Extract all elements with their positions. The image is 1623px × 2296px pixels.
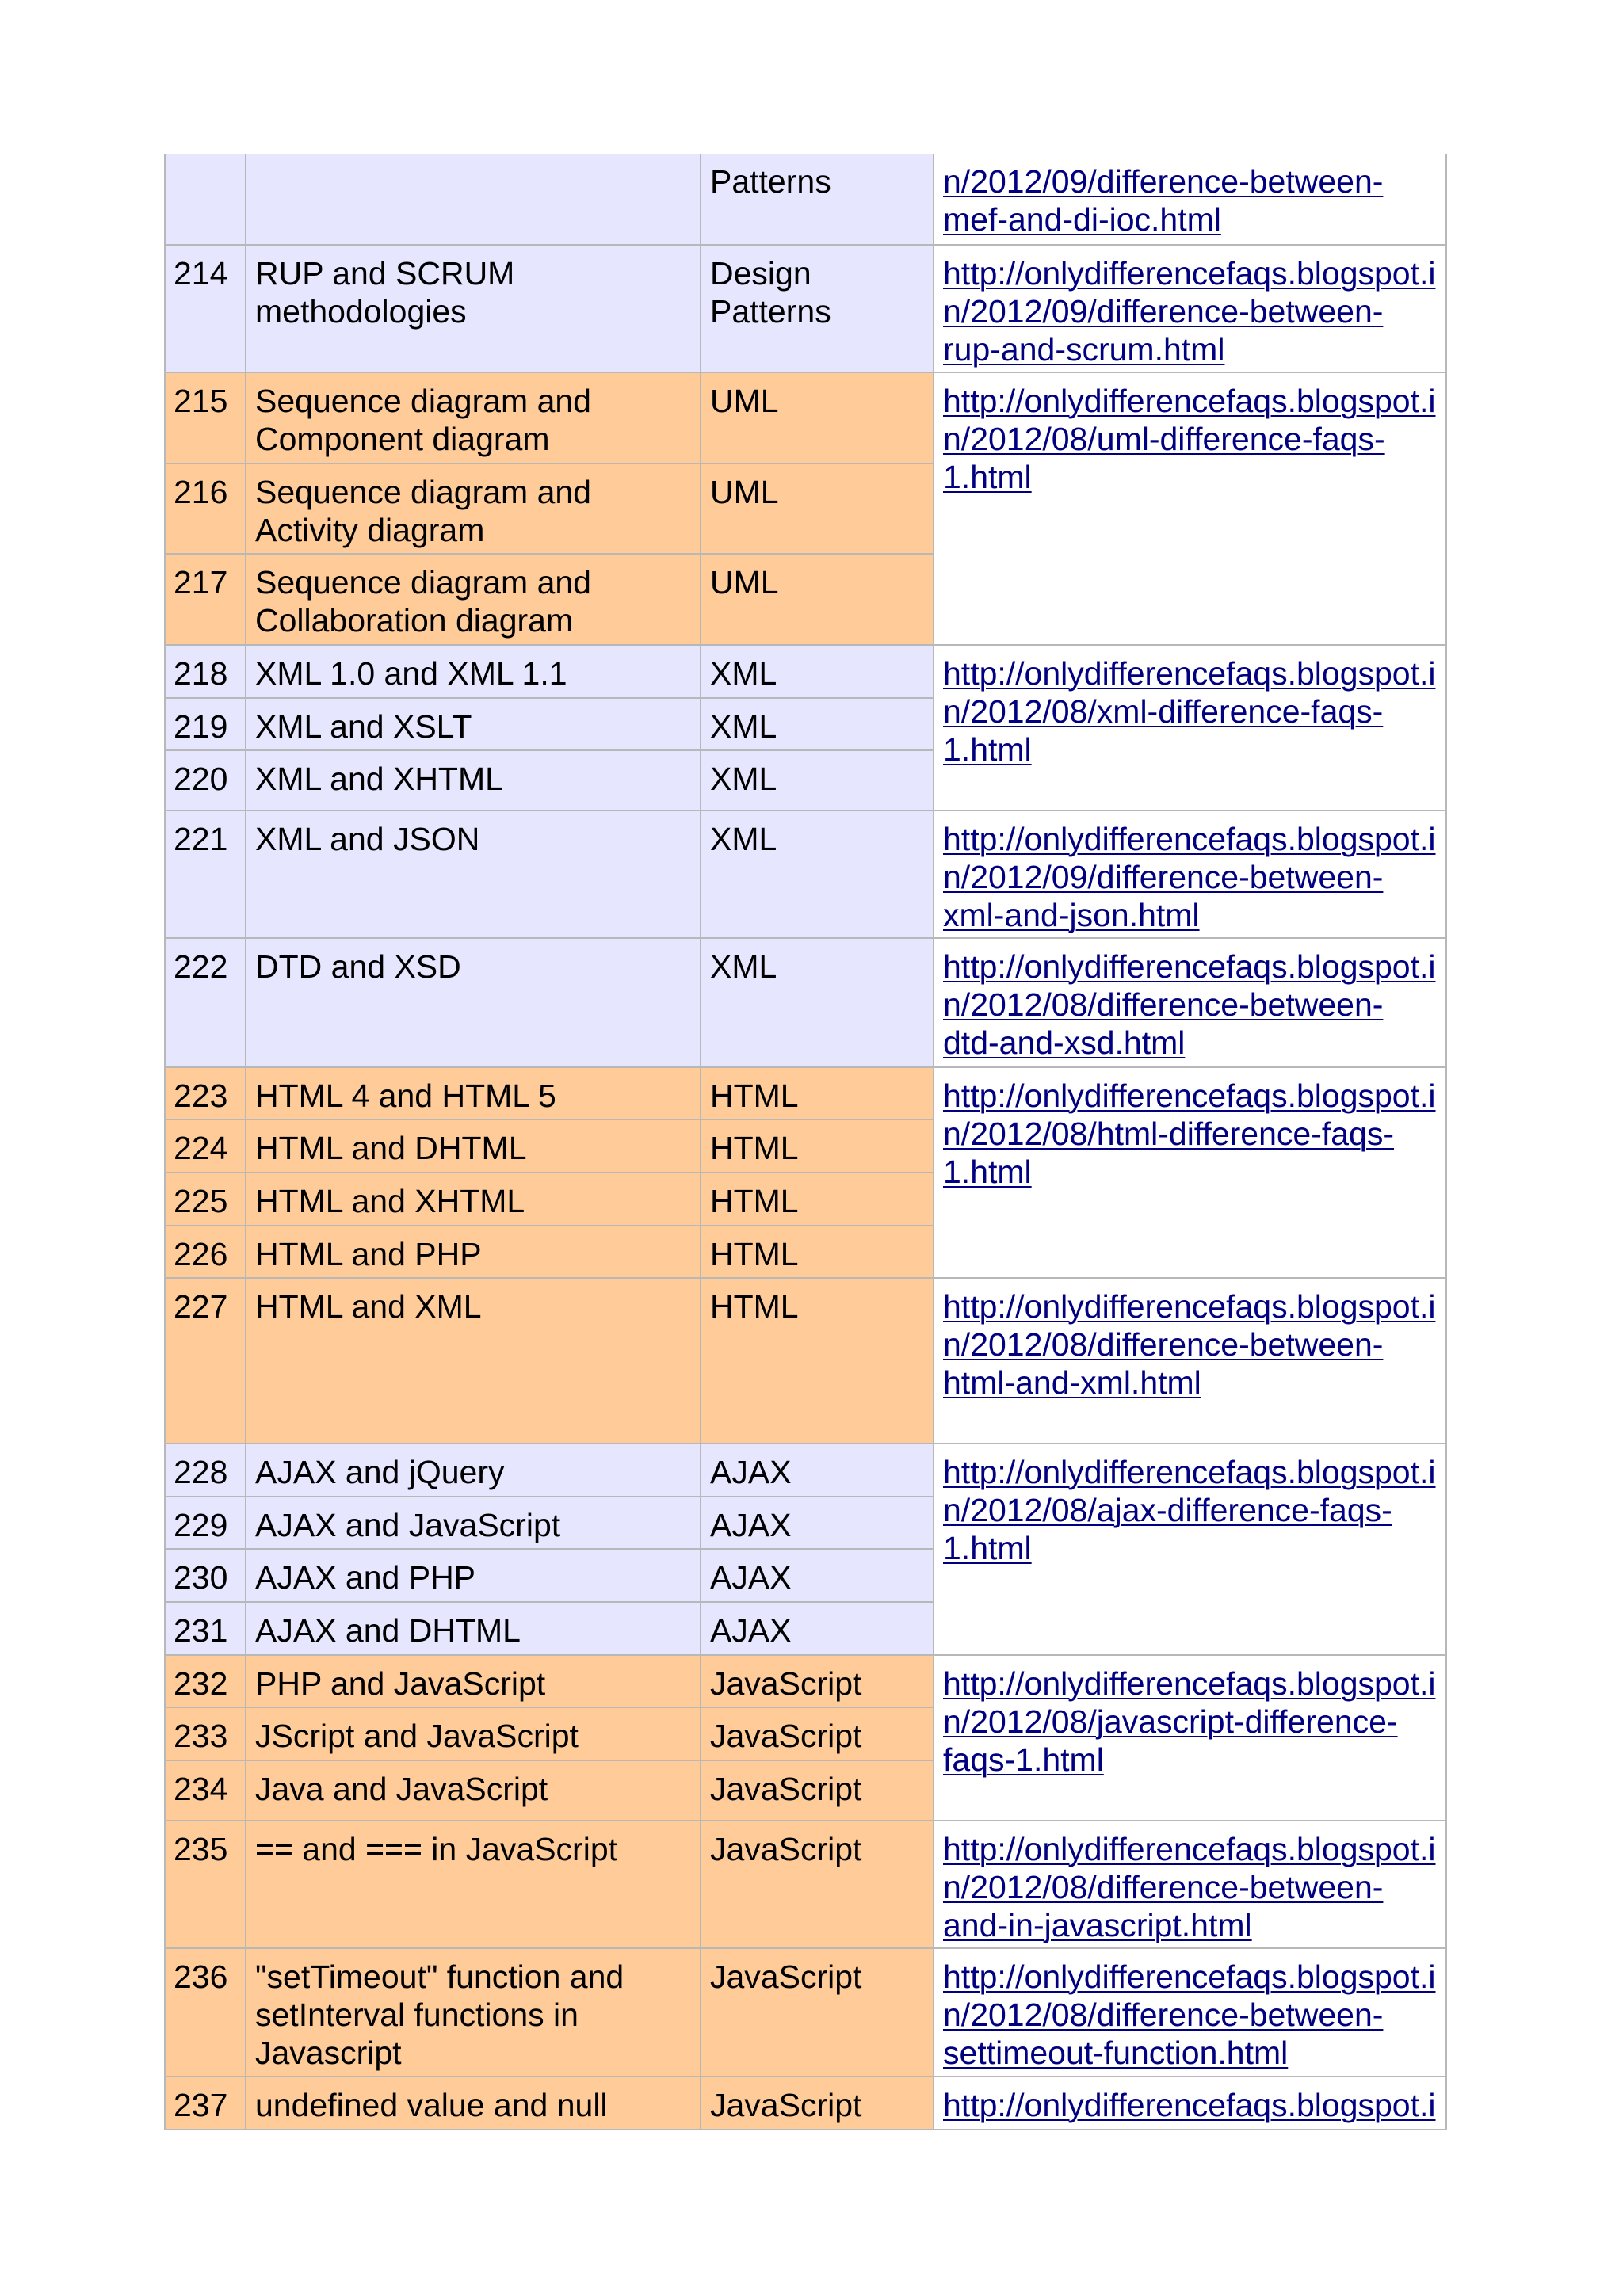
- link-line[interactable]: n/2012/09/difference-between-: [943, 293, 1384, 330]
- table-row: [165, 1444, 1446, 1497]
- faq-link[interactable]: [943, 382, 1438, 496]
- link-cell: [934, 1655, 1446, 1821]
- category-cell: XML: [701, 810, 934, 938]
- category-cell: JavaScript: [701, 1760, 934, 1821]
- link-line[interactable]: 1.html: [943, 731, 1032, 768]
- link-line[interactable]: n/2012/08/uml-difference-faqs-: [943, 421, 1385, 457]
- row-number: 236: [165, 1948, 246, 2077]
- link-line[interactable]: mef-and-di-ioc.html: [943, 201, 1221, 238]
- category-cell: XML: [701, 698, 934, 750]
- link-line[interactable]: n/2012/08/javascript-difference-: [943, 1703, 1398, 1740]
- link-line[interactable]: http://onlydifferencefaqs.blogspot.i: [943, 1958, 1436, 1995]
- comparison-title: PHP and JavaScript: [246, 1655, 701, 1707]
- table-row: [165, 1278, 1446, 1444]
- comparison-title: XML and XSLT: [246, 698, 701, 750]
- category-cell: HTML: [701, 1226, 934, 1278]
- category-cell: HTML: [701, 1173, 934, 1226]
- faq-link[interactable]: [943, 948, 1438, 1062]
- category-cell: UML: [701, 554, 934, 645]
- row-number: 226: [165, 1226, 246, 1278]
- link-line[interactable]: n/2012/08/xml-difference-faqs-: [943, 693, 1384, 730]
- link-cell: [934, 372, 1446, 645]
- row-number: 228: [165, 1444, 246, 1497]
- faq-link[interactable]: [943, 1077, 1438, 1191]
- category-cell: Patterns: [701, 154, 934, 245]
- link-cell: [934, 938, 1446, 1067]
- link-line[interactable]: n/2012/08/difference-between-: [943, 986, 1384, 1023]
- comparison-title: HTML and PHP: [246, 1226, 701, 1278]
- table-row: [165, 1948, 1446, 2077]
- row-number: 231: [165, 1602, 246, 1655]
- link-line[interactable]: http://onlydifferencefaqs.blogspot.i: [943, 948, 1436, 985]
- row-number: 224: [165, 1119, 246, 1173]
- category-cell: AJAX: [701, 1602, 934, 1655]
- link-line[interactable]: http://onlydifferencefaqs.blogspot.i: [943, 1077, 1436, 1114]
- category-cell: AJAX: [701, 1549, 934, 1602]
- comparison-title: XML and JSON: [246, 810, 701, 938]
- row-number: 232: [165, 1655, 246, 1707]
- link-line[interactable]: n/2012/08/difference-between-: [943, 1869, 1384, 1905]
- row-number: 225: [165, 1173, 246, 1226]
- difference-faqs-table: [164, 154, 1447, 2130]
- category-cell: HTML: [701, 1119, 934, 1173]
- category-cell: HTML: [701, 1278, 934, 1444]
- row-number: 229: [165, 1497, 246, 1549]
- link-line[interactable]: http://onlydifferencefaqs.blogspot.i: [943, 821, 1436, 857]
- row-number: 217: [165, 554, 246, 645]
- link-line[interactable]: http://onlydifferencefaqs.blogspot.i: [943, 1454, 1436, 1490]
- link-line[interactable]: http://onlydifferencefaqs.blogspot.i: [943, 1831, 1436, 1867]
- link-line[interactable]: n/2012/08/ajax-difference-faqs-: [943, 1492, 1392, 1528]
- category-cell: UML: [701, 372, 934, 463]
- table-row: [165, 645, 1446, 698]
- faq-link[interactable]: [943, 1830, 1438, 1944]
- link-line[interactable]: rup-and-scrum.html: [943, 331, 1225, 368]
- category-cell: UML: [701, 463, 934, 554]
- link-cell: [934, 154, 1446, 245]
- link-line[interactable]: n/2012/08/difference-between-: [943, 1997, 1384, 2033]
- faq-link[interactable]: [943, 1287, 1438, 1402]
- link-line[interactable]: and-in-javascript.html: [943, 1907, 1252, 1943]
- category-cell: JavaScript: [701, 1707, 934, 1760]
- link-cell: [934, 810, 1446, 938]
- table-row: [165, 1067, 1446, 1119]
- table-row: [165, 1821, 1446, 1948]
- comparison-title: == and === in JavaScript: [246, 1821, 701, 1948]
- link-line[interactable]: 1.html: [943, 459, 1032, 495]
- row-number: [165, 154, 246, 245]
- comparison-title: Sequence diagram and Collaboration diagram: [246, 554, 701, 645]
- row-number: 230: [165, 1549, 246, 1602]
- comparison-title: HTML 4 and HTML 5: [246, 1067, 701, 1119]
- category-cell: HTML: [701, 1067, 934, 1119]
- table-row: [165, 372, 1446, 463]
- link-line[interactable]: 1.html: [943, 1530, 1032, 1566]
- row-number: 227: [165, 1278, 246, 1444]
- link-line[interactable]: http://onlydifferencefaqs.blogspot.i: [943, 383, 1436, 419]
- faq-link[interactable]: [943, 654, 1438, 769]
- category-cell: XML: [701, 750, 934, 810]
- faq-link[interactable]: [943, 162, 1438, 238]
- comparison-title: AJAX and DHTML: [246, 1602, 701, 1655]
- comparison-title: AJAX and JavaScript: [246, 1497, 701, 1549]
- category-cell: JavaScript: [701, 2077, 934, 2130]
- comparison-title: Java and JavaScript: [246, 1760, 701, 1821]
- link-line[interactable]: n/2012/09/difference-between-: [943, 859, 1384, 895]
- row-number: 214: [165, 245, 246, 372]
- row-number: 221: [165, 810, 246, 938]
- link-line[interactable]: settimeout-function.html: [943, 2035, 1289, 2071]
- comparison-title: HTML and XML: [246, 1278, 701, 1444]
- comparison-title: HTML and XHTML: [246, 1173, 701, 1226]
- link-line[interactable]: n/2012/08/difference-between-: [943, 1326, 1384, 1363]
- category-cell: JavaScript: [701, 1821, 934, 1948]
- comparison-title: AJAX and PHP: [246, 1549, 701, 1602]
- table-row: [165, 2077, 1446, 2130]
- faq-link[interactable]: [943, 254, 1438, 368]
- comparison-title: AJAX and jQuery: [246, 1444, 701, 1497]
- comparison-title: JScript and JavaScript: [246, 1707, 701, 1760]
- table-row: [165, 810, 1446, 938]
- row-number: 235: [165, 1821, 246, 1948]
- row-number: 234: [165, 1760, 246, 1821]
- link-line[interactable]: n/2012/08/html-difference-faqs-: [943, 1116, 1395, 1152]
- row-number: 237: [165, 2077, 246, 2130]
- comparison-title: XML 1.0 and XML 1.1: [246, 645, 701, 698]
- row-number: 216: [165, 463, 246, 554]
- comparison-title: [246, 154, 701, 245]
- link-line[interactable]: http://onlydifferencefaqs.blogspot.i: [943, 255, 1436, 292]
- comparison-title: RUP and SCRUM methodologies: [246, 245, 701, 372]
- link-line[interactable]: dtd-and-xsd.html: [943, 1024, 1186, 1061]
- link-line[interactable]: http://onlydifferencefaqs.blogspot.i: [943, 2087, 1436, 2123]
- comparison-title: Sequence diagram and Component diagram: [246, 372, 701, 463]
- row-number: 223: [165, 1067, 246, 1119]
- category-cell: Design Patterns: [701, 245, 934, 372]
- row-number: 215: [165, 372, 246, 463]
- comparison-title: DTD and XSD: [246, 938, 701, 1067]
- row-number: 222: [165, 938, 246, 1067]
- link-cell: [934, 1948, 1446, 2077]
- link-line[interactable]: 1.html: [943, 1154, 1032, 1190]
- table-row: [165, 154, 1446, 245]
- link-line[interactable]: html-and-xml.html: [943, 1364, 1201, 1401]
- comparison-title: Sequence diagram and Activity diagram: [246, 463, 701, 554]
- comparison-title: undefined value and null: [246, 2077, 701, 2130]
- comparison-title: XML and XHTML: [246, 750, 701, 810]
- link-line[interactable]: http://onlydifferencefaqs.blogspot.i: [943, 1288, 1436, 1325]
- link-cell: [934, 1821, 1446, 1948]
- link-cell: [934, 1067, 1446, 1278]
- link-cell: [934, 645, 1446, 810]
- table-row: [165, 1655, 1446, 1707]
- faq-link[interactable]: [943, 1453, 1438, 1567]
- link-line[interactable]: faqs-1.html: [943, 1741, 1104, 1778]
- link-cell: [934, 245, 1446, 372]
- faq-link[interactable]: [943, 1958, 1438, 2072]
- row-number: 218: [165, 645, 246, 698]
- faq-link[interactable]: [943, 1665, 1438, 1779]
- category-cell: AJAX: [701, 1444, 934, 1497]
- row-number: 219: [165, 698, 246, 750]
- link-line[interactable]: http://onlydifferencefaqs.blogspot.i: [943, 655, 1436, 692]
- link-cell: [934, 2077, 1446, 2130]
- faq-link[interactable]: [943, 820, 1438, 934]
- category-cell: AJAX: [701, 1497, 934, 1549]
- faq-link[interactable]: [943, 2086, 1438, 2124]
- comparison-title: "setTimeout" function and setInterval functions in Javascript: [246, 1948, 701, 2077]
- row-number: 220: [165, 750, 246, 810]
- category-cell: XML: [701, 938, 934, 1067]
- link-line[interactable]: xml-and-json.html: [943, 897, 1200, 933]
- link-line[interactable]: http://onlydifferencefaqs.blogspot.i: [943, 1665, 1436, 1702]
- comparison-title: HTML and DHTML: [246, 1119, 701, 1173]
- table-row: [165, 938, 1446, 1067]
- table-row: [165, 245, 1446, 372]
- link-cell: [934, 1444, 1446, 1655]
- row-number: 233: [165, 1707, 246, 1760]
- link-cell: [934, 1278, 1446, 1444]
- category-cell: XML: [701, 645, 934, 698]
- category-cell: JavaScript: [701, 1655, 934, 1707]
- link-line[interactable]: n/2012/09/difference-between-: [943, 163, 1384, 200]
- category-cell: JavaScript: [701, 1948, 934, 2077]
